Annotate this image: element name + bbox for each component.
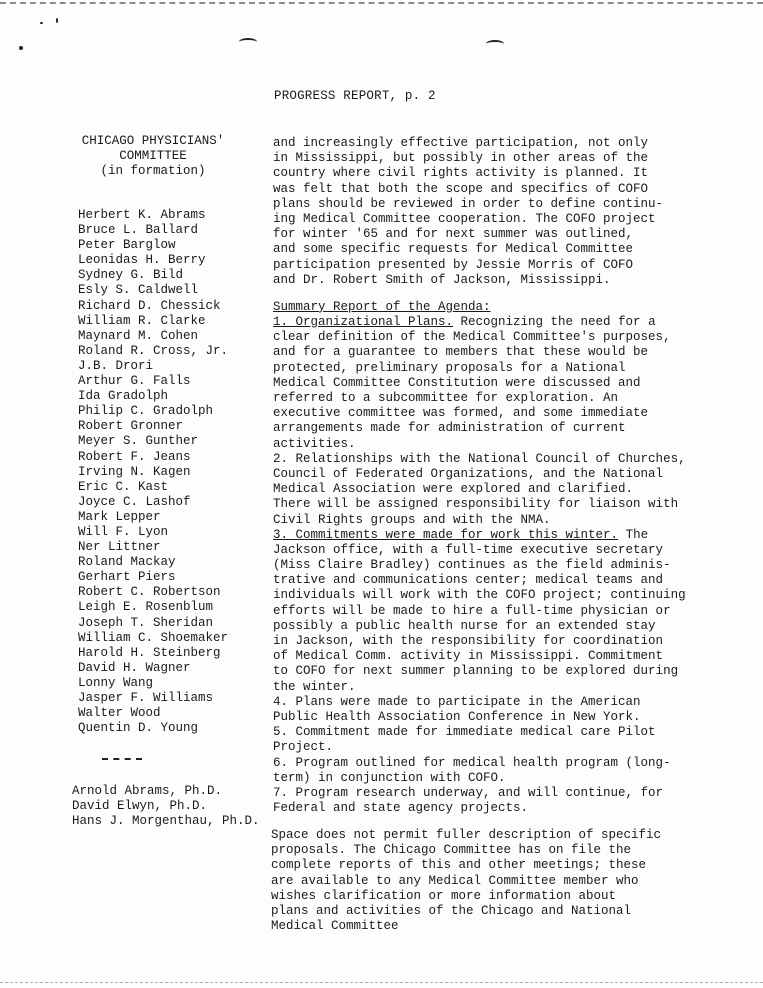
top-scan-border	[0, 2, 763, 4]
list-separator	[102, 758, 142, 760]
closing-line: plans and activities of the Chicago and National	[271, 903, 632, 918]
member-name: Roland R. Cross, Jr.	[78, 343, 229, 358]
body-line: in Mississippi, but possibly in other areas of the	[273, 151, 649, 166]
body-line: activities.	[273, 436, 356, 451]
item-1-text: Recognizing the need for a	[453, 315, 656, 330]
body-line: Public Health Association Conference in New York.	[273, 709, 641, 724]
advisor-name: David Elwyn, Ph.D.	[72, 799, 208, 814]
member-name: Lonny Wang	[78, 675, 154, 690]
body-line: plans should be reviewed in order to define continu-	[273, 196, 664, 211]
body-line: 5. Commitment made for immediate medical care Pilot	[273, 725, 656, 740]
body-line: Medical Association were explored and clarified.	[273, 482, 634, 497]
member-name: David H. Wagner	[78, 660, 191, 675]
closing-line: proposals. The Chicago Committee has on file the	[271, 843, 632, 858]
member-name: Robert F. Jeans	[78, 449, 191, 464]
member-name: Arthur G. Falls	[78, 374, 191, 389]
body-line: trative and communications center; medical teams and	[273, 573, 664, 588]
body-line: clear definition of the Medical Committee's purposes,	[273, 330, 671, 345]
agenda-item-3-first-line	[273, 528, 693, 543]
member-name: Maynard M. Cohen	[78, 328, 199, 343]
member-name: Robert Gronner	[78, 419, 184, 434]
member-name: Gerhart Piers	[78, 570, 176, 585]
member-name: Will F. Lyon	[78, 524, 169, 539]
member-name: Jasper F. Williams	[78, 691, 214, 705]
member-name: Richard D. Chessick	[78, 298, 221, 313]
body-line: participation presented by Jessie Morris of COFO	[273, 257, 634, 272]
body-line: the winter.	[273, 679, 356, 694]
closing-line: are available to any Medical Committee member who	[271, 873, 639, 888]
body-line: executive committee was formed, and some immediate	[273, 406, 649, 421]
committee-line-1: CHICAGO PHYSICIANS'	[81, 134, 225, 148]
advisor-name: Arnold Abrams, Ph.D.	[72, 784, 223, 798]
body-line: Civil Rights groups and with the NMA.	[273, 512, 551, 527]
member-name: Philip C. Gradolph	[78, 404, 214, 419]
body-line: possibly a public health nurse for an extended stay	[273, 618, 656, 633]
body-line: for winter '65 and for next summer was outlined,	[273, 227, 634, 242]
member-name: Joseph T. Sheridan	[78, 615, 214, 630]
member-name: Eric C. Kast	[78, 479, 169, 494]
closing-line: wishes clarification or more information about	[271, 888, 617, 903]
body-line: in Jackson, with the responsibility for coordination	[273, 634, 664, 648]
member-name: Ida Gradolph	[78, 389, 169, 404]
member-name: Esly S. Caldwell	[78, 283, 199, 298]
report-body	[273, 136, 693, 816]
member-name: Irving N. Kagen	[78, 464, 191, 479]
member-name: Ner Littner	[78, 540, 161, 555]
scan-speck	[56, 18, 58, 23]
punch-hole-mark	[486, 40, 504, 48]
member-name: Bruce L. Ballard	[78, 223, 199, 238]
committee-line-2: COMMITTEE	[119, 149, 187, 163]
paragraph-gap	[273, 288, 693, 300]
body-line: 4. Plans were made to participate in the American	[273, 694, 641, 709]
item-3-text: The	[618, 527, 649, 542]
scan-speck	[40, 22, 43, 24]
body-line: Council of Federated Organizations, and the National	[273, 466, 664, 481]
committee-heading	[78, 134, 228, 179]
advisor-name: Hans J. Morgenthau, Ph.D.	[72, 814, 260, 829]
body-line: Medical Committee Constitution were discussed and	[273, 375, 641, 390]
closing-line: complete reports of this and other meetings; these	[271, 858, 647, 873]
member-name: Peter Barglow	[78, 238, 176, 253]
member-name: William R. Clarke	[78, 313, 206, 328]
member-name: Walter Wood	[78, 706, 161, 721]
member-name: Meyer S. Gunther	[78, 434, 199, 449]
body-line: and increasingly effective participation, not only	[273, 136, 649, 150]
body-line: 7. Program research underway, and will continue, for	[273, 785, 664, 800]
committee-line-3: (in formation)	[100, 164, 206, 178]
body-line: individuals will work with the COFO project; continuing	[273, 588, 686, 603]
body-line: and for a guarantee to members that these would be	[273, 345, 649, 360]
scan-speck	[19, 46, 23, 50]
item-3-heading: 3. Commitments were made for work this winter.	[273, 527, 619, 542]
agenda-item-1-first-line	[273, 315, 693, 330]
closing-line: Space does not permit fuller description of specific	[271, 828, 662, 842]
body-line: of Medical Comm. activity in Mississippi. Commitment	[273, 649, 664, 664]
member-name: Joyce C. Lashof	[78, 494, 191, 509]
body-line: efforts will be made to hire a full-time physician or	[273, 603, 671, 618]
body-line: There will be assigned responsibility for liaison with	[273, 497, 679, 512]
item-1-heading: 1. Organizational Plans.	[273, 315, 454, 330]
advisor-list	[72, 784, 260, 830]
body-line: Federal and state agency projects.	[273, 801, 529, 816]
member-name: Leigh E. Rosenblum	[78, 600, 214, 615]
member-name: Herbert K. Abrams	[78, 208, 206, 222]
body-line: and some specific requests for Medical Committee	[273, 242, 634, 257]
body-line: 2. Relationships with the National Council of Churches,	[273, 451, 686, 466]
agenda-heading: Summary Report of the Agenda:	[273, 299, 491, 314]
member-name: Leonidas H. Berry	[78, 253, 206, 268]
member-name: William C. Shoemaker	[78, 630, 229, 645]
punch-hole-mark	[239, 38, 257, 46]
member-name: J.B. Drori	[78, 358, 154, 373]
member-name: Sydney G. Bild	[78, 268, 184, 283]
closing-line: Medical Committee	[271, 919, 399, 934]
body-line: was felt that both the scope and specifics of COFO	[273, 181, 649, 196]
closing-paragraph	[271, 828, 691, 934]
body-line: referred to a subcommittee for exploration. An	[273, 391, 619, 405]
body-line: protected, preliminary proposals for a National	[273, 360, 626, 375]
member-name: Harold H. Steinberg	[78, 645, 221, 660]
body-line: term) in conjunction with COFO.	[273, 770, 506, 785]
member-list	[78, 208, 228, 736]
body-line: Jackson office, with a full-time executive secretary	[273, 542, 664, 557]
body-line: country where civil rights activity is planned. It	[273, 166, 649, 181]
page-header: PROGRESS REPORT, p. 2	[274, 89, 436, 103]
body-line: to COFO for next summer planning to be explored during	[273, 664, 679, 679]
body-line: and Dr. Robert Smith of Jackson, Mississippi.	[273, 272, 611, 287]
member-name: Roland Mackay	[78, 555, 176, 570]
bottom-scan-border	[0, 982, 763, 983]
body-line: 6. Program outlined for medical health program (long-	[273, 755, 671, 770]
member-name: Robert C. Robertson	[78, 585, 221, 600]
body-line: (Miss Claire Bradley) continues as the field adminis-	[273, 558, 671, 573]
member-name: Mark Lepper	[78, 509, 161, 524]
member-name: Quentin D. Young	[78, 721, 199, 736]
body-line: Project.	[273, 740, 334, 755]
body-line: ing Medical Committee cooperation. The COFO project	[273, 211, 656, 226]
body-line: arrangements made for administration of current	[273, 421, 626, 436]
